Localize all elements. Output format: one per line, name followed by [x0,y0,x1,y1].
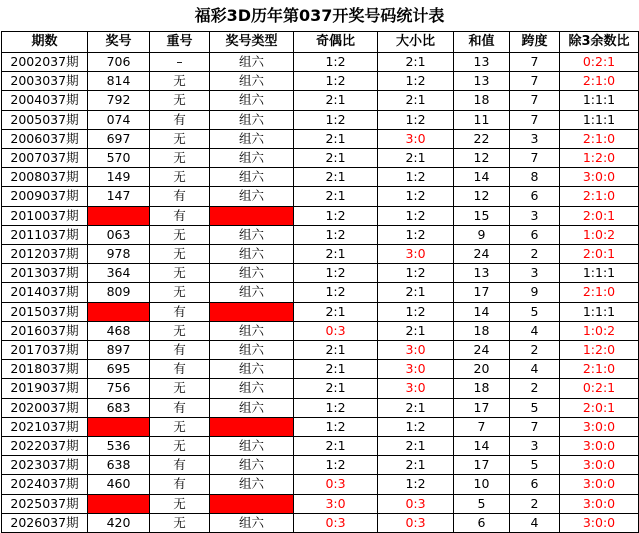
cell-odd-even-ratio: 2:1 [294,129,378,148]
cell-odd-even-ratio: 2:1 [294,168,378,187]
cell-type: 组六 [210,398,294,417]
cell-type: 组三 [210,206,294,225]
cell-mod3-ratio: 1:0:2 [560,321,639,340]
cell-big-small-ratio: 2:1 [378,149,454,168]
cell-span: 9 [510,283,560,302]
cell-period: 2012037期 [2,245,88,264]
cell-mod3-ratio: 3:0:0 [560,456,639,475]
cell-span: 7 [510,72,560,91]
cell-type: 组六 [210,475,294,494]
cell-type: 组六 [210,53,294,72]
cell-odd-even-ratio: 1:2 [294,206,378,225]
cell-period: 2009037期 [2,187,88,206]
cell-mod3-ratio: 3:0:0 [560,168,639,187]
cell-sum: 15 [454,206,510,225]
cell-odd-even-ratio: 1:2 [294,110,378,129]
cell-odd-even-ratio: 2:1 [294,360,378,379]
cell-sum: 13 [454,264,510,283]
cell-mod3-ratio: 1:0:2 [560,225,639,244]
cell-span: 4 [510,360,560,379]
cell-period: 2011037期 [2,225,88,244]
cell-sum: 18 [454,379,510,398]
cell-type: 组六 [210,264,294,283]
cell-sum: 11 [454,110,510,129]
cell-span: 2 [510,494,560,513]
cell-number: 474 [88,206,150,225]
cell-type: 组六 [210,456,294,475]
cell-repeat: 无 [150,225,210,244]
column-header-repeat: 重号 [150,32,210,53]
table-row [2,494,639,513]
table-row [2,456,639,475]
cell-sum: 22 [454,129,510,148]
cell-span: 3 [510,206,560,225]
cell-type: 组六 [210,379,294,398]
cell-sum: 18 [454,91,510,110]
table-body [2,53,639,533]
cell-number: 809 [88,283,150,302]
cell-mod3-ratio: 1:1:1 [560,302,639,321]
cell-type: 组六 [210,129,294,148]
cell-span: 5 [510,302,560,321]
cell-mod3-ratio: 2:0:1 [560,398,639,417]
cell-mod3-ratio: 2:1:0 [560,187,639,206]
cell-sum: 13 [454,53,510,72]
cell-sum: 12 [454,149,510,168]
cell-repeat: 有 [150,360,210,379]
cell-type: 组六 [210,149,294,168]
cell-sum: 12 [454,187,510,206]
cell-big-small-ratio: 3:0 [378,379,454,398]
cell-mod3-ratio: 3:0:0 [560,475,639,494]
cell-period: 2021037期 [2,417,88,436]
cell-mod3-ratio: 1:1:1 [560,264,639,283]
cell-big-small-ratio: 1:2 [378,225,454,244]
cell-type: 组六 [210,360,294,379]
cell-odd-even-ratio: 2:1 [294,91,378,110]
cell-number: 468 [88,321,150,340]
cell-number: 706 [88,53,150,72]
cell-odd-even-ratio: 1:2 [294,53,378,72]
cell-sum: 7 [454,417,510,436]
cell-period: 2019037期 [2,379,88,398]
cell-number: 063 [88,225,150,244]
cell-period: 2010037期 [2,206,88,225]
cell-span: 3 [510,437,560,456]
cell-repeat: 无 [150,417,210,436]
cell-number: 695 [88,360,150,379]
cell-repeat: 有 [150,302,210,321]
cell-type: 组六 [210,168,294,187]
cell-sum: 24 [454,245,510,264]
cell-mod3-ratio: 0:2:1 [560,53,639,72]
cell-period: 2002037期 [2,53,88,72]
cell-mod3-ratio: 2:0:1 [560,245,639,264]
cell-number: 131 [88,494,150,513]
table-row [2,321,639,340]
cell-repeat: 无 [150,321,210,340]
cell-number: 833 [88,302,150,321]
cell-mod3-ratio: 1:2:0 [560,149,639,168]
cell-type: 组三 [210,417,294,436]
cell-number: 697 [88,129,150,148]
cell-odd-even-ratio: 2:1 [294,149,378,168]
cell-number: 074 [88,110,150,129]
cell-sum: 14 [454,168,510,187]
cell-big-small-ratio: 0:3 [378,494,454,513]
cell-repeat: 无 [150,264,210,283]
cell-repeat: 无 [150,283,210,302]
cell-number: 683 [88,398,150,417]
cell-mod3-ratio: 1:1:1 [560,110,639,129]
cell-period: 2003037期 [2,72,88,91]
cell-span: 8 [510,168,560,187]
cell-mod3-ratio: 3:0:0 [560,513,639,532]
cell-sum: 14 [454,302,510,321]
cell-repeat: 无 [150,513,210,532]
table-row [2,225,639,244]
cell-repeat: 有 [150,187,210,206]
cell-repeat: 无 [150,91,210,110]
cell-big-small-ratio: 2:1 [378,91,454,110]
cell-type: 组六 [210,110,294,129]
cell-period: 2013037期 [2,264,88,283]
cell-sum: 13 [454,72,510,91]
cell-sum: 17 [454,283,510,302]
table-row [2,206,639,225]
cell-type: 组六 [210,91,294,110]
cell-odd-even-ratio: 0:3 [294,513,378,532]
cell-mod3-ratio: 3:0:0 [560,417,639,436]
cell-period: 2024037期 [2,475,88,494]
cell-span: 7 [510,110,560,129]
cell-big-small-ratio: 1:2 [378,302,454,321]
cell-number: 364 [88,264,150,283]
cell-mod3-ratio: 3:0:0 [560,494,639,513]
table-row [2,149,639,168]
cell-span: 4 [510,321,560,340]
cell-number: 149 [88,168,150,187]
cell-big-small-ratio: 2:1 [378,283,454,302]
cell-mod3-ratio: 0:2:1 [560,379,639,398]
cell-repeat: 无 [150,245,210,264]
cell-big-small-ratio: 0:3 [378,513,454,532]
table-row [2,417,639,436]
cell-type: 组六 [210,513,294,532]
cell-mod3-ratio: 2:1:0 [560,283,639,302]
cell-big-small-ratio: 2:1 [378,321,454,340]
table-row [2,341,639,360]
cell-span: 6 [510,225,560,244]
table-row [2,360,639,379]
cell-mod3-ratio: 2:0:1 [560,206,639,225]
cell-repeat: 无 [150,494,210,513]
cell-period: 2015037期 [2,302,88,321]
cell-odd-even-ratio: 1:2 [294,456,378,475]
cell-sum: 5 [454,494,510,513]
cell-big-small-ratio: 1:2 [378,72,454,91]
column-header-span: 跨度 [510,32,560,53]
table-row [2,168,639,187]
cell-span: 7 [510,417,560,436]
table-row [2,437,639,456]
cell-sum: 9 [454,225,510,244]
cell-odd-even-ratio: 0:3 [294,321,378,340]
cell-odd-even-ratio: 1:2 [294,283,378,302]
cell-big-small-ratio: 1:2 [378,417,454,436]
cell-period: 2016037期 [2,321,88,340]
cell-odd-even-ratio: 2:1 [294,379,378,398]
cell-number: 792 [88,91,150,110]
cell-type: 组六 [210,437,294,456]
cell-number: 070 [88,417,150,436]
column-header-odd-even-ratio: 奇偶比 [294,32,378,53]
table-row [2,110,639,129]
cell-number: 420 [88,513,150,532]
cell-mod3-ratio: 3:0:0 [560,437,639,456]
cell-span: 7 [510,53,560,72]
column-header-big-small-ratio: 大小比 [378,32,454,53]
cell-mod3-ratio: 1:1:1 [560,91,639,110]
cell-repeat: 有 [150,110,210,129]
table-row [2,379,639,398]
cell-odd-even-ratio: 2:1 [294,437,378,456]
cell-period: 2004037期 [2,91,88,110]
cell-span: 4 [510,513,560,532]
cell-odd-even-ratio: 3:0 [294,494,378,513]
cell-mod3-ratio: 2:1:0 [560,72,639,91]
table-row [2,264,639,283]
cell-period: 2025037期 [2,494,88,513]
cell-period: 2005037期 [2,110,88,129]
cell-span: 5 [510,398,560,417]
cell-repeat: 无 [150,72,210,91]
cell-repeat: 有 [150,341,210,360]
cell-odd-even-ratio: 1:2 [294,264,378,283]
cell-sum: 20 [454,360,510,379]
cell-big-small-ratio: 2:1 [378,456,454,475]
cell-number: 536 [88,437,150,456]
table-row [2,245,639,264]
cell-sum: 10 [454,475,510,494]
cell-span: 5 [510,456,560,475]
cell-span: 2 [510,341,560,360]
cell-span: 6 [510,187,560,206]
cell-odd-even-ratio: 1:2 [294,398,378,417]
cell-span: 2 [510,379,560,398]
header-row [2,32,639,53]
cell-period: 2014037期 [2,283,88,302]
cell-period: 2008037期 [2,168,88,187]
cell-repeat: 无 [150,149,210,168]
cell-period: 2018037期 [2,360,88,379]
table-row [2,283,639,302]
cell-odd-even-ratio: 2:1 [294,341,378,360]
cell-type: 组六 [210,341,294,360]
cell-repeat: 有 [150,206,210,225]
table-row [2,398,639,417]
cell-mod3-ratio: 1:2:0 [560,341,639,360]
table-row [2,513,639,532]
cell-repeat: 无 [150,379,210,398]
table-row [2,53,639,72]
cell-number: 756 [88,379,150,398]
cell-big-small-ratio: 1:2 [378,110,454,129]
cell-sum: 24 [454,341,510,360]
cell-big-small-ratio: 1:2 [378,168,454,187]
cell-sum: 14 [454,437,510,456]
cell-period: 2017037期 [2,341,88,360]
cell-odd-even-ratio: 1:2 [294,417,378,436]
table-row [2,129,639,148]
cell-odd-even-ratio: 1:2 [294,225,378,244]
cell-repeat: 有 [150,398,210,417]
cell-type: 组六 [210,321,294,340]
cell-span: 7 [510,91,560,110]
cell-big-small-ratio: 2:1 [378,398,454,417]
cell-odd-even-ratio: 1:2 [294,72,378,91]
cell-odd-even-ratio: 0:3 [294,475,378,494]
cell-span: 2 [510,245,560,264]
cell-big-small-ratio: 1:2 [378,206,454,225]
column-header-number: 奖号 [88,32,150,53]
cell-big-small-ratio: 2:1 [378,437,454,456]
cell-number: 814 [88,72,150,91]
cell-number: 147 [88,187,150,206]
lottery-statistics-table [1,31,639,533]
table-row [2,302,639,321]
cell-big-small-ratio: 3:0 [378,360,454,379]
cell-number: 978 [88,245,150,264]
cell-type: 组六 [210,245,294,264]
table-row [2,72,639,91]
cell-sum: 17 [454,398,510,417]
table-row [2,475,639,494]
table-row [2,91,639,110]
cell-repeat: 有 [150,475,210,494]
cell-odd-even-ratio: 2:1 [294,245,378,264]
cell-span: 6 [510,475,560,494]
cell-number: 638 [88,456,150,475]
cell-period: 2020037期 [2,398,88,417]
cell-sum: 18 [454,321,510,340]
table-row [2,187,639,206]
column-header-sum: 和值 [454,32,510,53]
cell-period: 2023037期 [2,456,88,475]
cell-period: 2022037期 [2,437,88,456]
cell-mod3-ratio: 2:1:0 [560,360,639,379]
cell-big-small-ratio: 2:1 [378,53,454,72]
cell-repeat: 无 [150,129,210,148]
cell-big-small-ratio: 1:2 [378,264,454,283]
cell-mod3-ratio: 2:1:0 [560,129,639,148]
cell-repeat: 无 [150,437,210,456]
cell-sum: 6 [454,513,510,532]
cell-repeat: 有 [150,456,210,475]
table-header [2,32,639,53]
cell-number: 460 [88,475,150,494]
cell-type: 组六 [210,283,294,302]
cell-period: 2006037期 [2,129,88,148]
column-header-type: 奖号类型 [210,32,294,53]
cell-big-small-ratio: 1:2 [378,187,454,206]
cell-type: 组六 [210,225,294,244]
cell-odd-even-ratio: 2:1 [294,187,378,206]
column-header-period: 期数 [2,32,88,53]
cell-number: 897 [88,341,150,360]
cell-type: 组三 [210,494,294,513]
cell-number: 570 [88,149,150,168]
cell-type: 组三 [210,302,294,321]
cell-odd-even-ratio: 2:1 [294,302,378,321]
cell-type: 组六 [210,72,294,91]
cell-period: 2026037期 [2,513,88,532]
cell-span: 3 [510,264,560,283]
cell-repeat: 无 [150,168,210,187]
cell-big-small-ratio: 3:0 [378,341,454,360]
cell-span: 7 [510,149,560,168]
cell-repeat: – [150,53,210,72]
column-header-mod3-ratio: 除3余数比 [560,32,639,53]
cell-span: 3 [510,129,560,148]
cell-period: 2007037期 [2,149,88,168]
cell-big-small-ratio: 3:0 [378,245,454,264]
page-title: 福彩3D历年第037开奖号码统计表 [194,6,445,25]
cell-type: 组六 [210,187,294,206]
cell-big-small-ratio: 1:2 [378,475,454,494]
cell-big-small-ratio: 3:0 [378,129,454,148]
cell-sum: 17 [454,456,510,475]
